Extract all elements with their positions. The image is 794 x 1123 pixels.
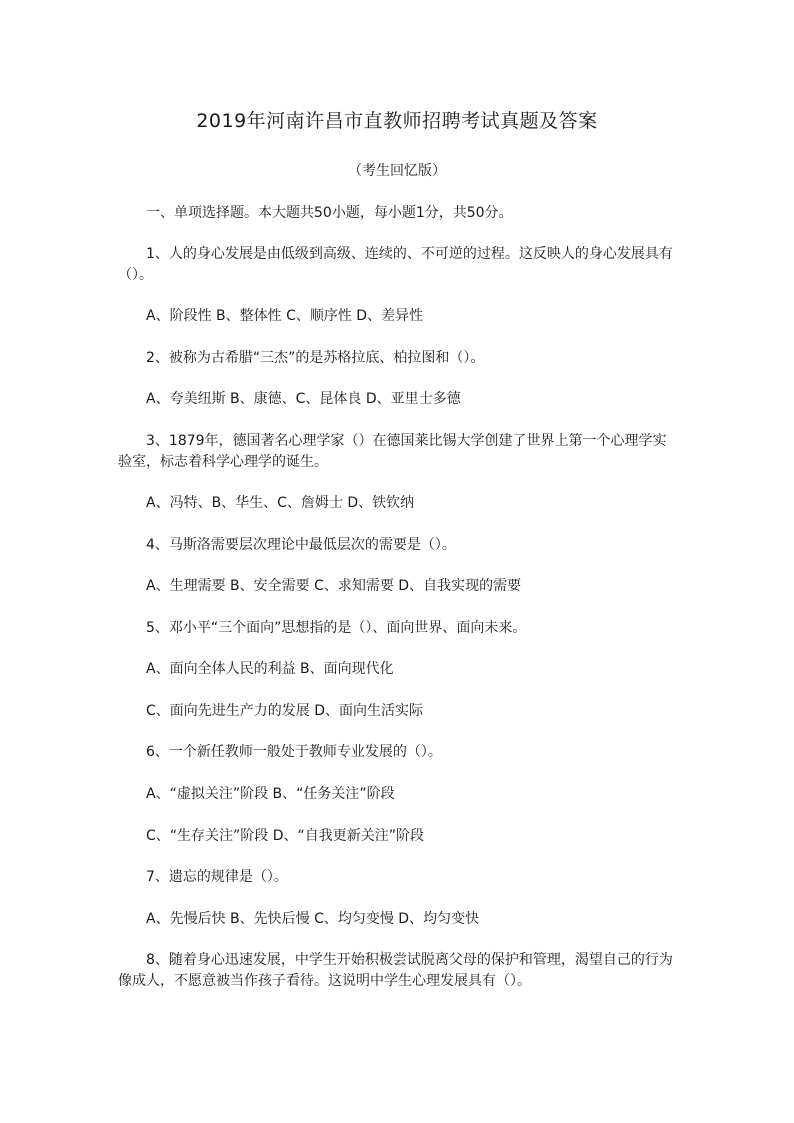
question-6-text: 6、一个新任教师一般处于教师专业发展的（）。 [146,744,442,760]
question-3-text-cont: 验室，标志着科学心理学的诞生。 [118,454,328,470]
question-5-options-ab: A、面向全体人民的利益 B、面向现代化 [146,661,394,677]
question-3-options: A、冯特、B、华生、C、詹姆士 D、铁钦纳 [146,495,415,511]
question-6-options-ab: A、“虚拟关注”阶段 B、“任务关注”阶段 [146,786,395,802]
question-1-text: 1、人的身心发展是由低级到高级、连续的、不可逆的过程。这反映人的身心发展具有 [146,246,673,262]
question-2-text: 2、被称为古希腊“三杰”的是苏格拉底、柏拉图和（）。 [146,350,485,366]
document-title: 2019年河南许昌市直教师招聘考试真题及答案 [196,110,598,132]
question-5-options-cd: C、面向先进生产力的发展 D、面向生活实际 [146,703,424,719]
section-heading: 一、单项选择题。本大题共50小题，每小题1分，共50分。 [146,205,513,221]
question-7-options: A、先慢后快 B、先快后慢 C、均匀变慢 D、均匀变快 [146,911,480,927]
question-7-text: 7、遗忘的规律是（）。 [146,869,288,885]
question-6-options-cd: C、“生存关注”阶段 D、“自我更新关注”阶段 [146,828,425,844]
question-1-options: A、阶段性 B、整体性 C、顺序性 D、差异性 [146,308,424,324]
question-4-options: A、生理需要 B、安全需要 C、求知需要 D、自我实现的需要 [146,578,522,594]
question-8-text-cont: 像成人，不愿意被当作孩子看待。这说明中学生心理发展具有（）。 [118,973,531,989]
question-5-text: 5、邓小平“三个面向”思想指的是（）、面向世界、面向未来。 [146,620,527,636]
question-4-text: 4、马斯洛需要层次理论中最低层次的需要是（）。 [146,537,456,553]
question-1-text-cont: （）。 [118,267,153,283]
document-subtitle: （考生回忆版） [348,163,446,179]
question-3-text: 3、1879年，德国著名心理学家（）在德国莱比锡大学创建了世界上第一个心理学实 [146,433,667,449]
question-8-text: 8、随着身心迅速发展，中学生开始积极尝试脱离父母的保护和管理，渴望自己的行为 [146,952,673,968]
question-2-options: A、夸美纽斯 B、康德、C、昆体良 D、亚里士多德 [146,391,461,407]
